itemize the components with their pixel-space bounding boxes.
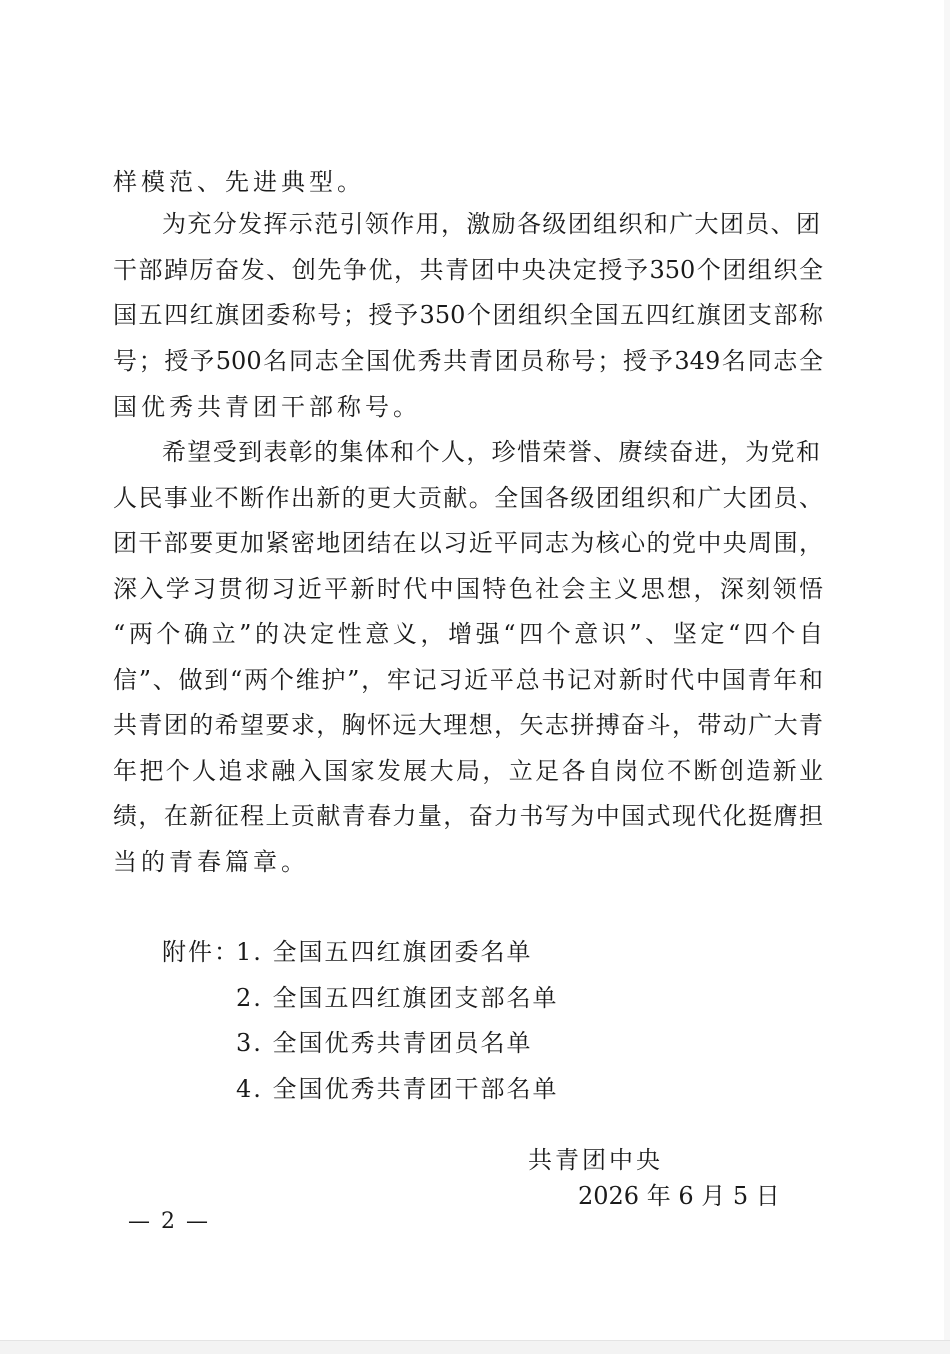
paragraph-line: 为充分发挥示范引领作用，激励各级团组织和广大团员、团: [162, 210, 820, 238]
signature-date: 2026 年 6 月 5 日: [578, 1182, 780, 1210]
signature-organization: 共青团中央: [528, 1146, 663, 1174]
paragraph-line: 年把个人追求融入国家发展大局，立足各自岗位不断创造新业: [113, 757, 823, 785]
attachment-item: 3. 全国优秀共青团员名单: [236, 1029, 533, 1057]
paragraph-line: 号；授予500名同志全国优秀共青团员称号；授予349名同志全: [113, 347, 823, 375]
attachment-item: 4. 全国优秀共青团干部名单: [236, 1075, 559, 1103]
paragraph-line: 样模范、先进典型。: [113, 168, 365, 196]
attachment-item: 2. 全国五四红旗团支部名单: [236, 984, 559, 1012]
paragraph-line: 绩，在新征程上贡献青春力量，奋力书写为中国式现代化挺膺担: [113, 802, 823, 830]
paragraph-line: 团干部要更加紧密地团结在以习近平同志为核心的党中央周围，: [113, 529, 823, 557]
paragraph-line: 干部踔厉奋发、创先争优，共青团中央决定授予350个团组织全: [113, 256, 823, 284]
page-number: — 2 —: [128, 1209, 210, 1234]
paragraph-line: 人民事业不断作出新的更大贡献。全国各级团组织和广大团员、: [113, 484, 823, 512]
paragraph-line: “两个确立”的决定性意义，增强“四个意识”、坚定“四个自: [113, 620, 823, 648]
attachments-label: 附件：: [162, 938, 240, 966]
paragraph-line: 国五四红旗团委称号；授予350个团组织全国五四红旗团支部称: [113, 301, 823, 329]
paragraph-line: 共青团的希望要求，胸怀远大理想，矢志拼搏奋斗，带动广大青: [113, 711, 823, 739]
paragraph-line: 深入学习贯彻习近平新时代中国特色社会主义思想，深刻领悟: [113, 575, 823, 603]
paragraph-line: 当的青春篇章。: [113, 848, 309, 876]
attachment-item: 1. 全国五四红旗团委名单: [236, 938, 533, 966]
page-edge-shadow: [944, 0, 950, 1353]
page-bottom-edge: [0, 1340, 950, 1354]
paragraph-line: 希望受到表彰的集体和个人，珍惜荣誉、赓续奋进，为党和: [162, 438, 820, 466]
paragraph-line: 信”、做到“两个维护”，牢记习近平总书记对新时代中国青年和: [113, 666, 823, 694]
paragraph-line: 国优秀共青团干部称号。: [113, 393, 421, 421]
